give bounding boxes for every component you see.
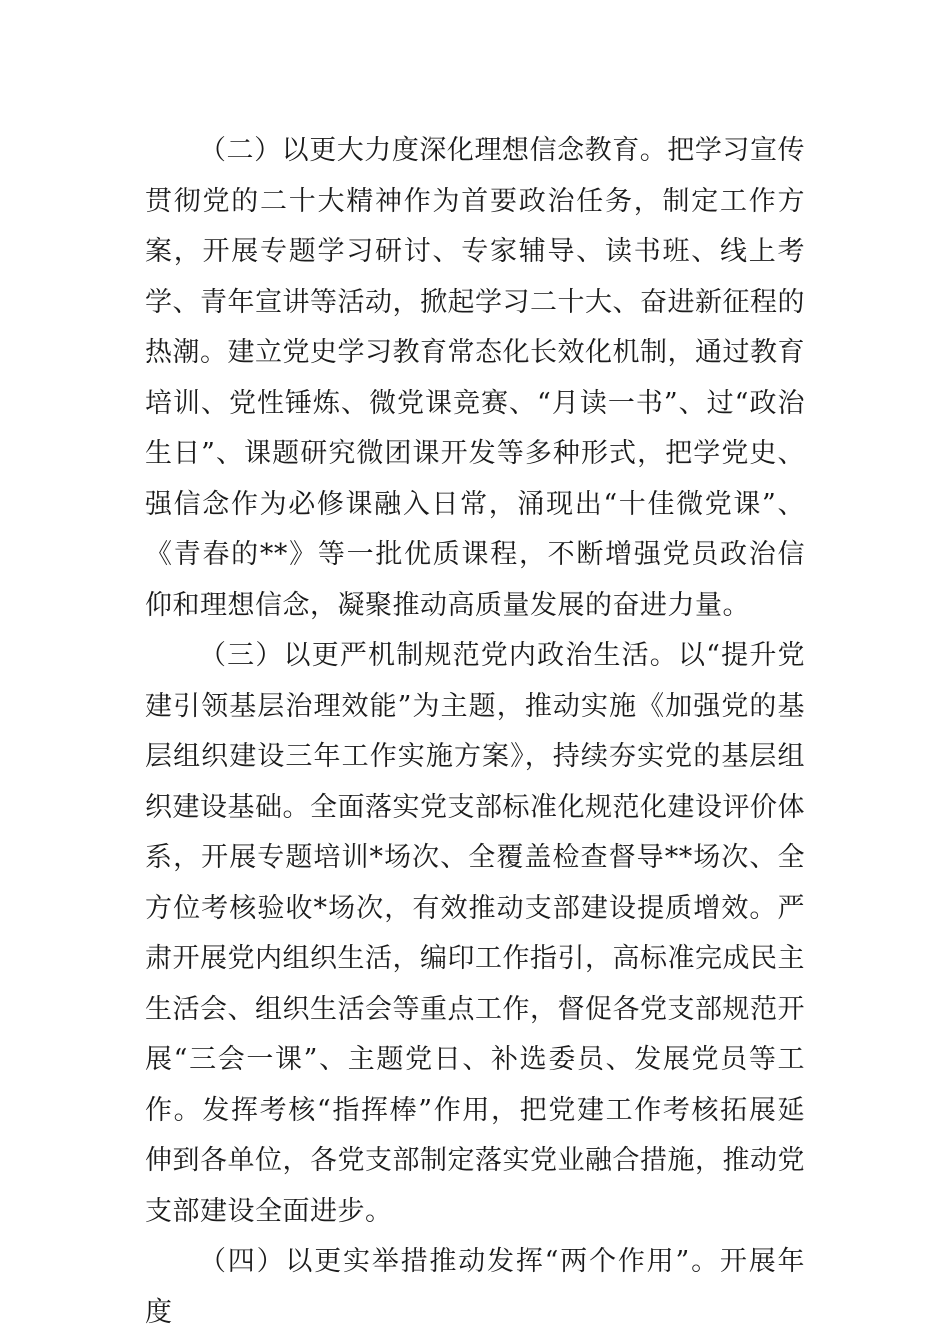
document-body — [145, 126, 805, 1338]
paragraph-party-political-life: （三）以更严机制规范党内政治生活。以“提升党建引领基层治理效能”为主题，推动实施《加强党的基层组织建设三年工作实施方案》，持续夯实党的基层组织建设基础。全面落实党支部标准化规范化建设评价体系，开展专题培训*场次、全覆盖检查督导**场次、全方位考核验收*场次，有效推动支部建设提质增效。严肃开展党内组织生活，编印工作指引，高标准完成民主生活会、组织生活会等重点工作，督促各党支部规范开展“三会一课”、主题党日、补选委员、发展党员等工作。发挥考核“指挥棒”作用，把党建工作考核拓展延伸到各单位，各党支部制定落实党业融合措施，推动党支部建设全面进步。 — [145, 640, 805, 1227]
paragraph-ideal-belief-education: （二）以更大力度深化理想信念教育。把学习宣传贯彻党的二十大精神作为首要政治任务，制定工作方案，开展专题学习研讨、专家辅导、读书班、线上考学、青年宣讲等活动，掀起学习二十大、奋进新征程的热潮。建立党史学习教育常态化长效化机制，通过教育培训、党性锤炼、微党课竞赛、“月读一书”、过“政治生日”、课题研究微团课开发等多种形式，把学党史、强信念作为必修课融入日常，涌现出“十佳微党课”、《青春的**》等一批优质课程，不断增强党员政治信仰和理想信念，凝聚推动高质量发展的奋进力量。 — [145, 135, 805, 621]
paragraph-two-roles: （四）以更实举措推动发挥“两个作用”。开展年度 — [145, 1246, 805, 1328]
